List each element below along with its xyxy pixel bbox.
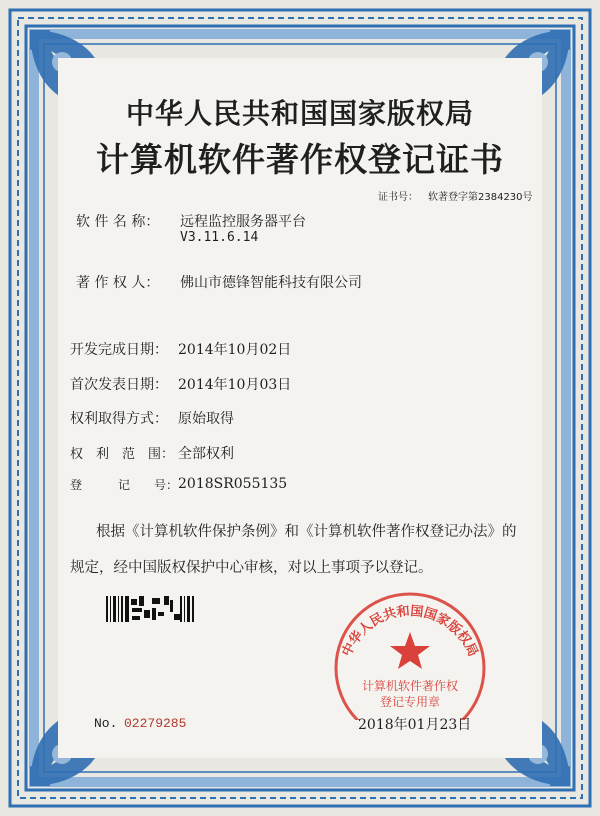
first-publish-date-value: 2014年10月03日: [178, 377, 292, 393]
issue-date: 2018年01月23日: [358, 717, 472, 733]
seal-line1: 计算机软件著作权: [361, 679, 459, 693]
barcode: [106, 596, 196, 622]
first-publish-date-label: 首次发表日期：: [70, 377, 168, 393]
legal-basis-line2: 规定，经中国版权保护中心审核，对以上事项予以登记。: [70, 560, 433, 576]
completion-date-label: 开发完成日期：: [70, 342, 168, 358]
acquisition-method-value: 原始取得: [178, 411, 234, 427]
certificate-number: [378, 188, 533, 203]
registration-number-value: 2018SR055135: [178, 476, 288, 492]
seal-arc-text: 中华人民共和国国家版权局: [339, 603, 481, 660]
acquisition-method-label: 权利取得方式：: [70, 411, 168, 427]
rights-scope-label: 权 利 范 围：: [70, 447, 175, 462]
certificate-number-label: 证书号：: [378, 192, 418, 203]
certificate-number-value: 软著登字第2384230号: [428, 192, 533, 203]
seal-line2: 登记专用章: [379, 695, 441, 709]
serial-number-value: 02279285: [124, 716, 187, 731]
software-name-value: 远程监控服务器平台: [180, 214, 306, 230]
completion-date-value: 2014年10月02日: [178, 342, 292, 358]
rights-scope-value: 全部权利: [178, 446, 234, 462]
certificate-title: 计算机软件著作权登记证书: [96, 140, 504, 179]
issuing-authority-title: 中华人民共和国国家版权局: [125, 97, 474, 130]
official-seal: [322, 590, 498, 720]
registration-number-label: 登 记 号：: [70, 478, 179, 492]
software-name-label: 软 件 名 称：: [76, 214, 160, 230]
legal-basis-line1: 根据《计算机软件保护条例》和《计算机软件著作权登记办法》的: [96, 524, 517, 540]
copyright-owner-value: 佛山市德锋智能科技有限公司: [180, 275, 362, 291]
copyright-owner-label: 著 作 权 人：: [76, 275, 160, 291]
serial-number-label: No.: [94, 716, 118, 731]
software-version-value: V3.11.6.14: [180, 230, 259, 245]
